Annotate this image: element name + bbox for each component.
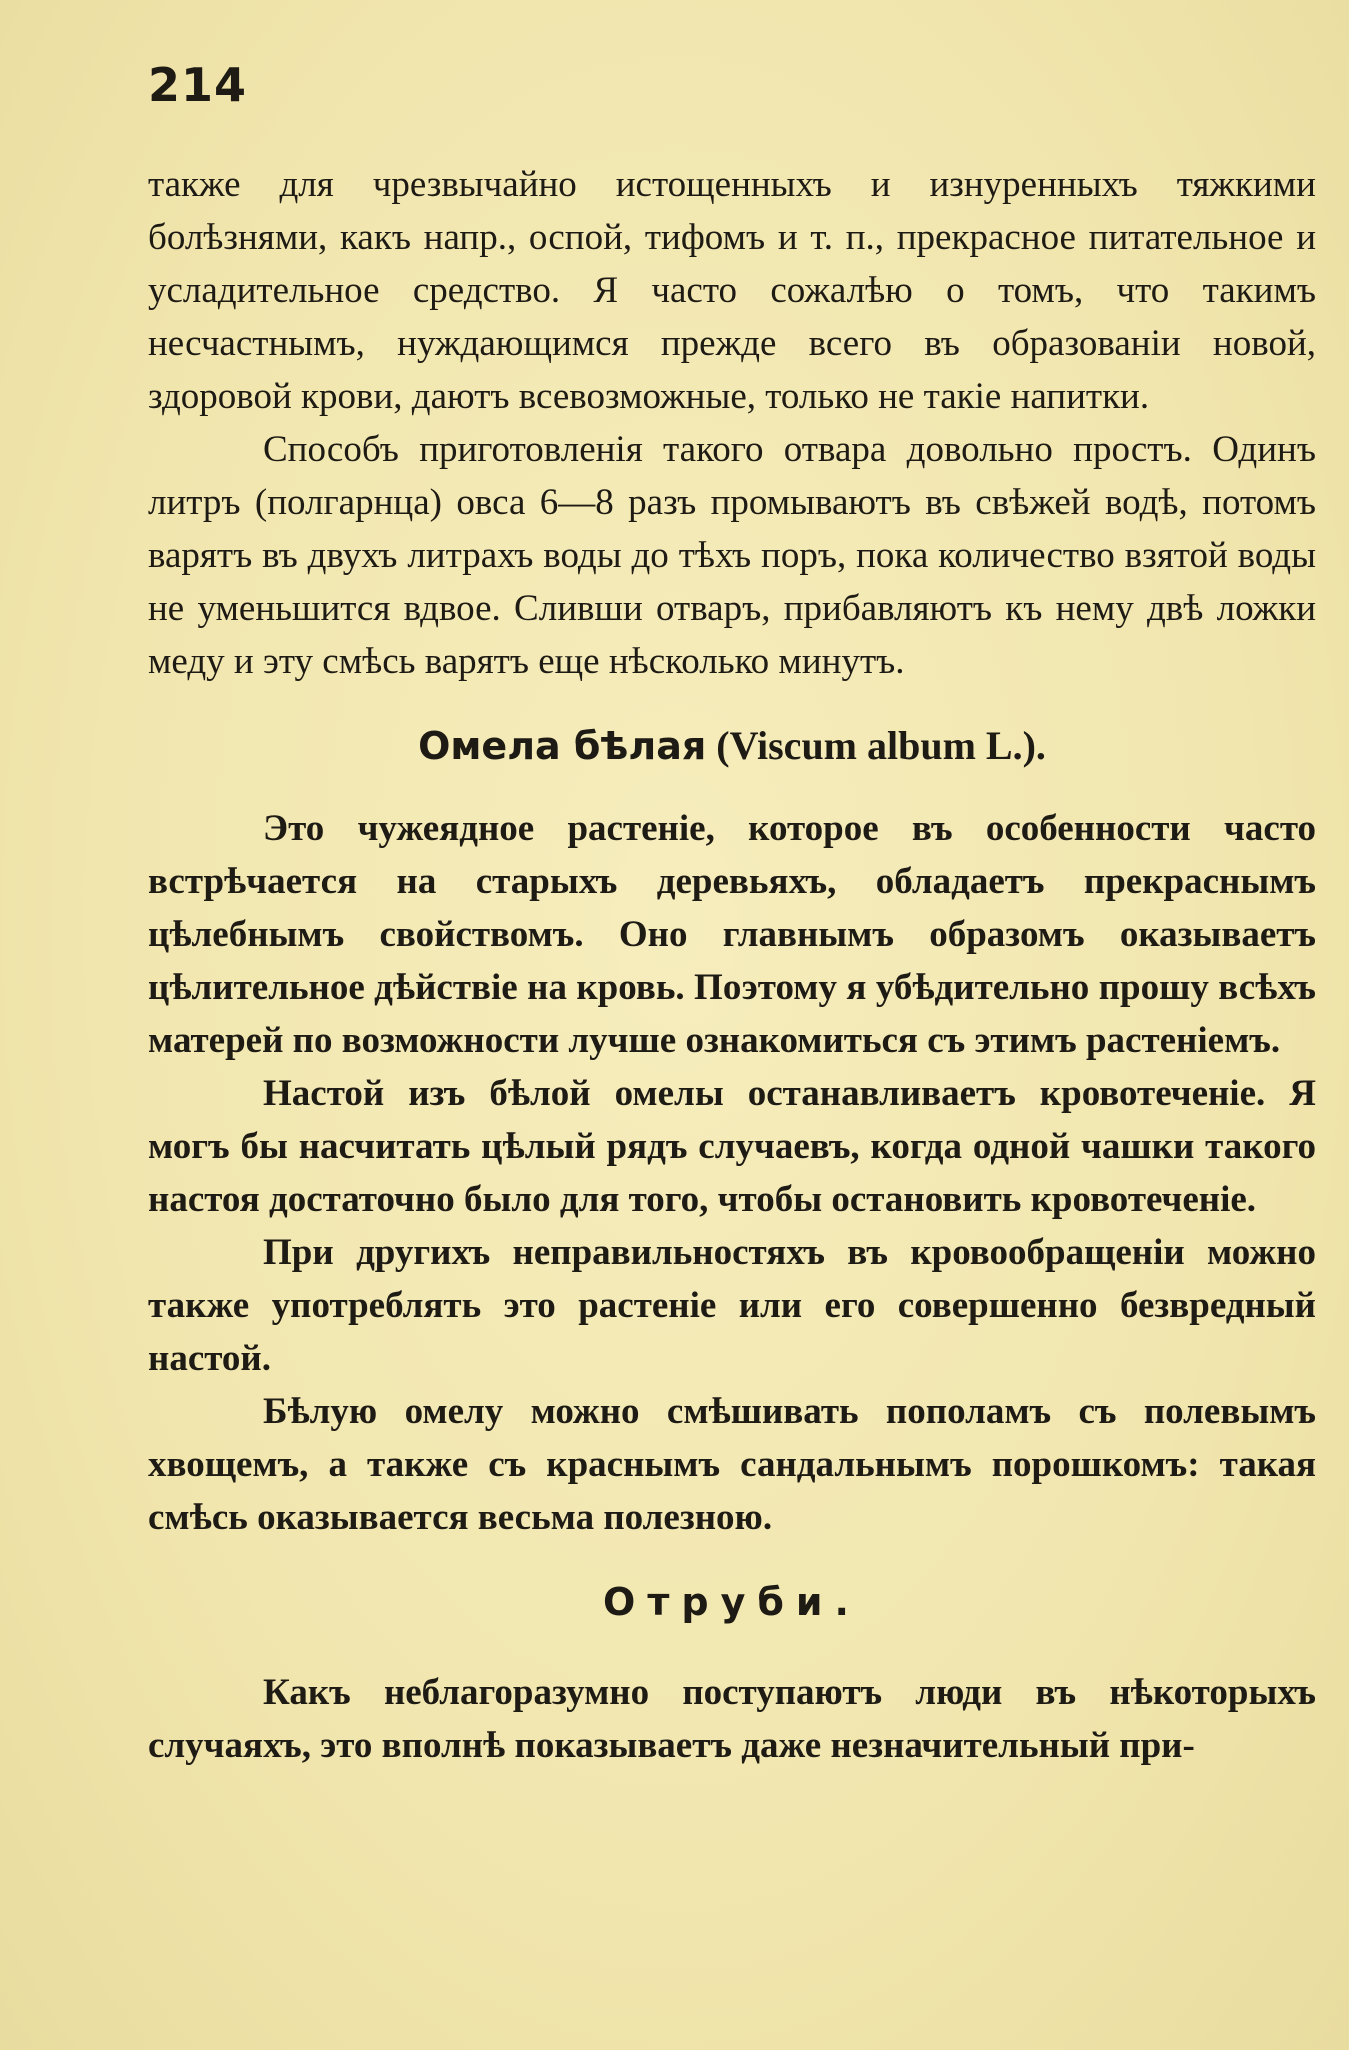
paragraph-mistletoe-mixture: Бѣлую омелу можно смѣшивать пополамъ съ полевымъ хвощемъ, а также съ краснымъ сандальнымъ порошкомъ: такая смѣсь оказывается весьма полезною. xyxy=(148,1391,1316,1538)
paragraph-mistletoe-intro: Это чужеядное растеніе, которое въ особенности часто встрѣчается на старыхъ деревьяхъ, обладаетъ прекраснымъ цѣлебнымъ свойствомъ. Оно главнымъ образомъ оказываетъ цѣлительное дѣйствіе на кровь. Поэтому я убѣдительно прошу всѣхъ матерей по возможности лучше ознакомиться съ этимъ растеніемъ. xyxy=(148,808,1316,1061)
section-heading-bran xyxy=(148,1572,1316,1632)
paragraph-oat-drink-end: также для чрезвычайно истощенныхъ и изнуренныхъ тяжкими болѣзнями, какъ напр., оспой, тифомъ и т. п., прекрасное питательное и усладительное средство. Я часто сожалѣю о томъ, что такимъ несчастнымъ, нуждающимся прежде всего въ образованіи новой, здоровой крови, даютъ всевозможные, только не такіе напитки. xyxy=(148,164,1316,417)
section-heading-mistletoe xyxy=(148,716,1316,776)
heading-bran-title: Отруби. xyxy=(603,1580,861,1624)
paragraph-mistletoe-bleeding: Настой изъ бѣлой омелы останавливаетъ кровотеченіе. Я могъ бы насчитать цѣлый рядъ случаевъ, когда одной чашки такого настоя достаточно было для того, чтобы остановить кровотеченіе. xyxy=(148,1073,1316,1220)
page-number: 214 xyxy=(148,58,248,112)
heading-mistletoe-name: Омела бѣлая xyxy=(418,724,707,768)
heading-mistletoe-latin: (Viscum album L.). xyxy=(716,723,1046,768)
paragraph-oat-recipe: Способъ приготовленія такого отвара довольно простъ. Одинъ литръ (полгарнца) овса 6—8 разъ промываютъ въ свѣжей водѣ, потомъ варятъ въ двухъ литрахъ воды до тѣхъ поръ, пока количество взятой воды не уменьшится вдвое. Сливши отваръ, прибавляютъ къ нему двѣ ложки меду и эту смѣсь варятъ еще нѣсколько минутъ. xyxy=(148,429,1316,682)
paragraph-bran-intro: Какъ неблагоразумно поступаютъ люди въ нѣкоторыхъ случаяхъ, это вполнѣ показываетъ даже незначительный при- xyxy=(148,1672,1316,1766)
page-body xyxy=(148,158,1316,1772)
paragraph-mistletoe-circulation: При другихъ неправильностяхъ въ кровообращеніи можно также употреблять это растеніе или его совершенно безвредный настой. xyxy=(148,1232,1316,1379)
